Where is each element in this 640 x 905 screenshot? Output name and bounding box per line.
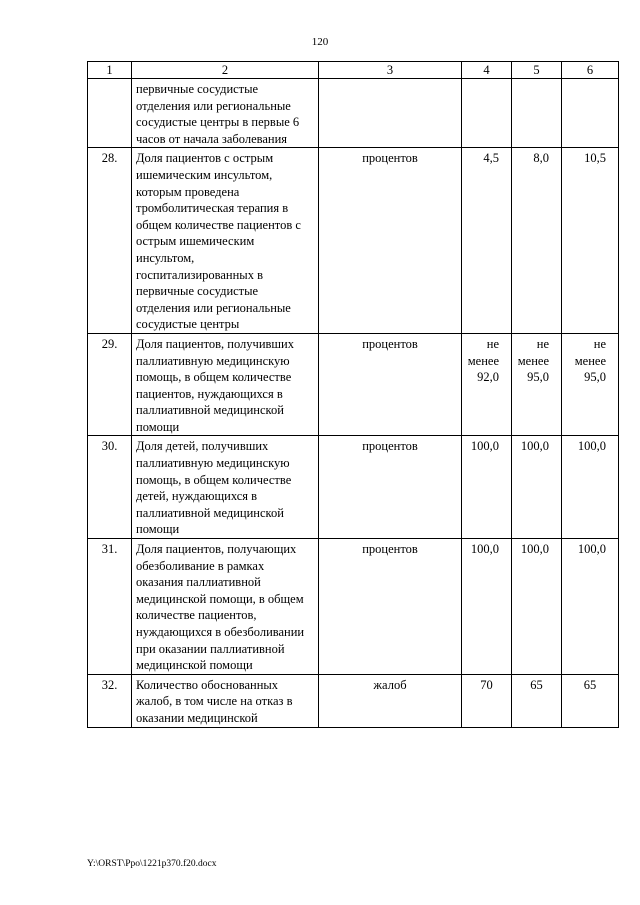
- value-year-2: не менее 95,0: [512, 333, 562, 436]
- value-year-1: не менее 92,0: [462, 333, 512, 436]
- value-cell: [512, 79, 562, 148]
- value-year-3: 100,0: [562, 539, 619, 675]
- indicator-name: Количество обоснованных жалоб, в том числе на отказ в оказании медицинской: [132, 674, 319, 727]
- unit-cell: процентов: [319, 148, 462, 334]
- document-path-footer: Y:\ORST\Ppo\1221p370.f20.docx: [87, 859, 217, 869]
- indicators-table: [87, 61, 619, 728]
- indicator-name: Доля детей, получивших паллиативную медицинскую помощь, в общем количестве детей, нуждающихся в паллиативной медицинской помощи: [132, 436, 319, 539]
- row-number: [88, 79, 132, 148]
- unit-cell: процентов: [319, 539, 462, 675]
- table-row-continuation: [88, 79, 619, 148]
- table-row: [88, 539, 619, 675]
- row-number: 32.: [88, 674, 132, 727]
- col-header-5: 5: [512, 62, 562, 79]
- row-number: 29.: [88, 333, 132, 436]
- value-cell: [462, 79, 512, 148]
- value-year-1: 100,0: [462, 539, 512, 675]
- table-row: [88, 333, 619, 436]
- col-header-1: 1: [88, 62, 132, 79]
- unit-cell: процентов: [319, 333, 462, 436]
- row-number: 30.: [88, 436, 132, 539]
- table-row: [88, 436, 619, 539]
- value-year-2: 65: [512, 674, 562, 727]
- value-year-2: 100,0: [512, 436, 562, 539]
- table-row: [88, 674, 619, 727]
- header-row: [88, 62, 619, 79]
- row-number: 28.: [88, 148, 132, 334]
- value-year-3: 65: [562, 674, 619, 727]
- col-header-2: 2: [132, 62, 319, 79]
- value-year-1: 100,0: [462, 436, 512, 539]
- col-header-3: 3: [319, 62, 462, 79]
- col-header-4: 4: [462, 62, 512, 79]
- indicator-name: Доля пациентов, получивших паллиативную медицинскую помощь, в общем количестве пациентов, нуждающихся в паллиативной медицинской помощи: [132, 333, 319, 436]
- table-row: [88, 148, 619, 334]
- value-cell: [562, 79, 619, 148]
- indicator-name: первичные сосудистые отделения или региональные сосудистые центры в первые 6 часов от начала заболевания: [132, 79, 319, 148]
- value-year-3: 10,5: [562, 148, 619, 334]
- col-header-6: 6: [562, 62, 619, 79]
- value-year-3: 100,0: [562, 436, 619, 539]
- page-number: 120: [311, 36, 329, 48]
- value-year-2: 8,0: [512, 148, 562, 334]
- unit-cell: жалоб: [319, 674, 462, 727]
- value-year-1: 4,5: [462, 148, 512, 334]
- value-year-2: 100,0: [512, 539, 562, 675]
- indicator-name: Доля пациентов, получающих обезболивание в рамках оказания паллиативной медицинской помощи, в общем количестве пациентов, нуждающихся в обезболивании при оказании паллиативной медицинской помощи: [132, 539, 319, 675]
- unit-cell: [319, 79, 462, 148]
- unit-cell: процентов: [319, 436, 462, 539]
- value-year-1: 70: [462, 674, 512, 727]
- indicator-name: Доля пациентов с острым ишемическим инсультом, которым проведена тромболитическая терапия в общем количестве пациентов с острым ишемическим инсультом, госпитализированных в первичные сосудистые отделения или региональные сосудистые центры: [132, 148, 319, 334]
- row-number: 31.: [88, 539, 132, 675]
- value-year-3: не менее 95,0: [562, 333, 619, 436]
